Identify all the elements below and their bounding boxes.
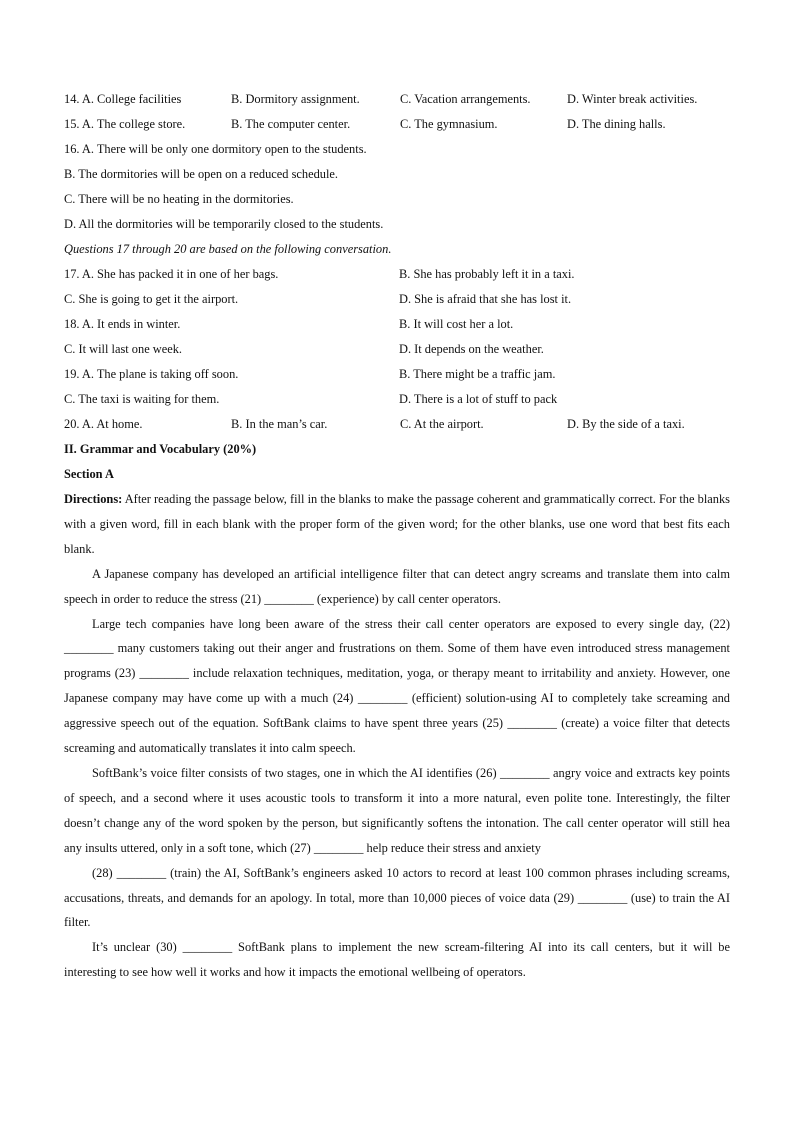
option-b: B. There might be a traffic jam. [399, 367, 556, 381]
conversation-intro: Questions 17 through 20 are based on the following conversation. [64, 242, 392, 256]
option-b: B. Dormitory assignment. [231, 92, 360, 106]
option-c: C. The gymnasium. [400, 117, 498, 131]
passage-paragraph-4: (28) ________ (train) the AI, SoftBank’s engineers asked 10 actors to record at least 100 common phrases including screams, accusations, threats, and demands for an apology. In total, more than 10,000 pieces of voice data (29) ________ (use) to train the AI filter. [64, 865, 730, 930]
option-a: 15. A. The college store. [64, 117, 186, 131]
option-a: 19. A. The plane is taking off soon. [64, 367, 239, 381]
option-c: C. The taxi is waiting for them. [64, 392, 220, 406]
option-d: D. By the side of a taxi. [567, 417, 685, 431]
directions-label: Directions: [64, 492, 123, 506]
option-d: D. The dining halls. [567, 117, 666, 131]
option-d: D. She is afraid that she has lost it. [399, 292, 572, 306]
option-c: C. She is going to get it the airport. [64, 292, 239, 306]
option-c: C. At the airport. [400, 417, 484, 431]
passage-paragraph-2: Large tech companies have long been aware of the stress their call center operators are exposed to every single day, (22) ________ many customers taking out their anger and frustrations on them. Some of them have even introduced stress management programs (23) ________ include relaxation techniques, meditation, yoga, or therapy meant to irritability and anxiety. However, one Japanese company may have come up with a much (24) ________ (efficient) solution-using AI to completely take screaming and aggressive speech out of the equation. SoftBank claims to have spent three years (25) ________ (create) a voice filter that detects screaming and automatically translates it into calm speech. [64, 616, 730, 756]
passage-paragraph-5: It’s unclear (30) ________ SoftBank plans to implement the new scream-filtering AI into its call centers, but it will be interesting to see how well it works and how it impacts the emotional wellbeing of operators. [64, 940, 730, 980]
option-a: 20. A. At home. [64, 417, 143, 431]
option-a: 16. A. There will be only one dormitory open to the students. [64, 142, 367, 156]
section-a-heading: Section A [64, 467, 114, 481]
option-d: D. All the dormitories will be temporarily closed to the students. [64, 217, 384, 231]
question-17 [64, 262, 730, 312]
option-c: C. Vacation arrangements. [400, 92, 531, 106]
option-b: B. In the man’s car. [231, 417, 328, 431]
option-b: B. The dormitories will be open on a reduced schedule. [64, 167, 339, 181]
question-20 [64, 412, 730, 437]
option-c: C. There will be no heating in the dormitories. [64, 192, 294, 206]
question-16 [64, 137, 730, 237]
passage-paragraph-3: SoftBank’s voice filter consists of two stages, one in which the AI identifies (26) ________ angry voice and extracts key points of speech, and a second where it uses acoustic tools to transform it into a more natural, even polite tone. Interestingly, the filter doesn’t change any of the word spoken by the person, but significantly softens the intonation. The call center operator will still hea any insults uttered, only in a soft tone, which (27) ________ help reduce their stress and anxiety [64, 765, 730, 855]
question-14 [64, 87, 730, 112]
question-15 [64, 112, 730, 137]
option-a: 14. A. College facilities [64, 92, 182, 106]
exam-page [64, 87, 730, 985]
directions [64, 487, 730, 562]
option-d: D. There is a lot of stuff to pack [399, 392, 558, 406]
option-d: D. Winter break activities. [567, 92, 698, 106]
option-b: B. The computer center. [231, 117, 351, 131]
directions-text: After reading the passage below, fill in the blanks to make the passage coherent and grammatically correct. For the blanks with a given word, fill in each blank with the proper form of the given word; for the other blanks, use one word that best fits each blank. [64, 492, 730, 556]
option-c: C. It will last one week. [64, 342, 183, 356]
option-a: 18. A. It ends in winter. [64, 317, 181, 331]
option-b: B. She has probably left it in a taxi. [399, 267, 575, 281]
option-a: 17. A. She has packed it in one of her bags. [64, 267, 279, 281]
option-b: B. It will cost her a lot. [399, 317, 514, 331]
question-19 [64, 362, 730, 412]
option-d: D. It depends on the weather. [399, 342, 544, 356]
passage-paragraph-1: A Japanese company has developed an artificial intelligence filter that can detect angry screams and translate them into calm speech in order to reduce the stress (21) ________ (experience) by call center operators. [64, 566, 730, 606]
question-18 [64, 312, 730, 362]
section-heading: II. Grammar and Vocabulary (20%) [64, 442, 257, 456]
